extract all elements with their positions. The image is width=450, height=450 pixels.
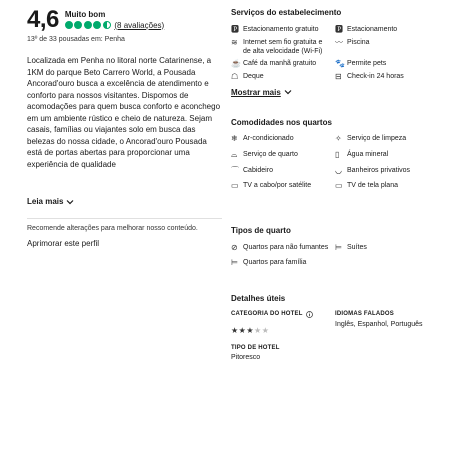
amenity-item: ☕ Café da manhã gratuito (231, 59, 317, 69)
amenity-item: 🐾 Permite pets (335, 59, 387, 69)
pool-icon: 〰 (335, 37, 343, 47)
amenity-item: ⌓ Serviço de quarto (231, 149, 298, 159)
chevron-down-icon (66, 199, 74, 205)
ranking-text: 13º de 33 pousadas em: Penha (27, 36, 125, 43)
bath-icon: ◡ (335, 165, 342, 175)
suite-icon: ⊨ (335, 243, 342, 253)
services-title: Serviços do estabelecimento (231, 8, 342, 17)
coffee-icon: ☕ (231, 59, 241, 69)
room-features-title: Comodidades nos quartos (231, 117, 332, 127)
amenity-item: ❄ Ar-condicionado (231, 133, 294, 143)
amenity-item: 🅿 Estacionamento gratuito (231, 25, 319, 34)
bottle-icon: ▯ (335, 149, 340, 159)
pet-icon: 🐾 (335, 59, 345, 69)
star-icon: ★ (238, 325, 247, 335)
amenity-item: ≋ Internet sem fio gratuita e de alta velocidade (Wi-Fi) (231, 37, 323, 55)
chevron-down-icon (284, 89, 292, 95)
hotel-type-label: TIPO DE HOTEL (231, 344, 280, 351)
rating-summary (27, 8, 222, 32)
rating-bubble-icon (74, 21, 82, 29)
languages-label: IDIOMAS FALADOS (335, 310, 395, 317)
tv-icon: ▭ (231, 181, 239, 191)
rating-bubble-icon (93, 21, 101, 29)
no-smoking-icon: ⊘ (231, 243, 238, 253)
info-icon[interactable] (306, 311, 313, 318)
rating-half-bubble-icon (103, 21, 111, 29)
rating-score: 4,6 (27, 6, 59, 33)
rating-label: Muito bom (64, 9, 106, 19)
star-empty-icon: ★ (261, 325, 270, 335)
parking-icon: 🅿 (231, 25, 239, 34)
flat-tv-icon: ▭ (335, 181, 343, 191)
details-grid (231, 311, 441, 362)
reviews-link[interactable]: (8 avaliações) (114, 20, 165, 30)
show-more-label: Mostrar mais (231, 87, 281, 97)
hotel-type-value: Pitoresco (231, 353, 261, 361)
improve-profile-link[interactable]: Aprimorar este perfil (27, 239, 100, 248)
rating-bubble-icon (65, 21, 73, 29)
read-more-label: Leia mais (27, 197, 64, 206)
description-text: Localizada em Penha no litoral norte Catarinense, a 1KM do parque Beto Carrero World, a Pousada Ancorad'ouro busca a excelência de atendimento e conforto para nossos visitantes. Dispomos de acomodações para quem busca conforto e aconchego em um ambiente rústico e cheio de natureza. Sejam casais, famílias ou viajantes solo em busca das belezas do nossa cidade, o Ancorad'ouro Pousada está de portas abertas para proporcionar uma experiência de qualidade (27, 56, 221, 169)
show-more-button[interactable] (231, 88, 441, 97)
amenity-item: 〰 Piscina (335, 37, 370, 47)
amenity-item: ⊨ Suítes (335, 243, 367, 253)
amenities-column (231, 8, 441, 362)
amenity-item: ▭ TV a cabo/por satélite (231, 181, 312, 191)
overview-column (27, 8, 222, 248)
family-icon: ⊨ (231, 257, 238, 267)
room-types-list (231, 244, 441, 268)
amenity-item: ▯ Água mineral (335, 149, 389, 159)
cleaning-icon: ✧ (335, 133, 342, 143)
hotel-class-stars (231, 320, 331, 338)
languages-value: Inglês, Espanhol, Português (335, 320, 423, 328)
hanger-icon: ⌒ (231, 165, 239, 175)
amenity-item: 🅿 Estacionamento (335, 25, 398, 34)
deck-icon: ☖ (231, 72, 239, 82)
hotel-class-label: CATEGORIA DO HOTEL (231, 311, 303, 318)
parking-icon: 🅿 (335, 25, 343, 34)
room-types-title: Tipos de quarto (231, 226, 291, 236)
rating-bubble-icon (84, 21, 92, 29)
star-icon: ★ (246, 325, 255, 335)
recommend-text: Recomende alterações para melhorar nosso conteúdo. (27, 225, 198, 232)
room-features-list (231, 135, 441, 191)
room-service-icon: ⌓ (231, 149, 238, 159)
amenity-item: ✧ Serviço de limpeza (335, 133, 407, 143)
details-title: Detalhes úteis (231, 293, 286, 303)
amenity-item: ◡ Banheiros privativos (335, 165, 411, 175)
amenity-item: ☖ Deque (231, 72, 264, 82)
read-more-button[interactable] (27, 197, 222, 206)
amenity-item: ⌒ Cabideiro (231, 165, 273, 175)
amenity-item: ▭ TV de tela plana (335, 181, 398, 191)
services-list (231, 26, 441, 82)
star-empty-icon: ★ (254, 325, 262, 335)
star-icon: ★ (231, 325, 239, 335)
amenity-item: ⊨ Quartos para família (231, 257, 307, 267)
rating-bubbles (65, 20, 164, 31)
amenity-item: ⊘ Quartos para não fumantes (231, 243, 329, 253)
wifi-icon: ≋ (231, 37, 238, 47)
snowflake-icon: ❄ (231, 133, 238, 143)
divider (27, 218, 222, 219)
amenity-item: ⊟ Check-in 24 horas (335, 72, 404, 82)
checkin-icon: ⊟ (335, 72, 342, 82)
